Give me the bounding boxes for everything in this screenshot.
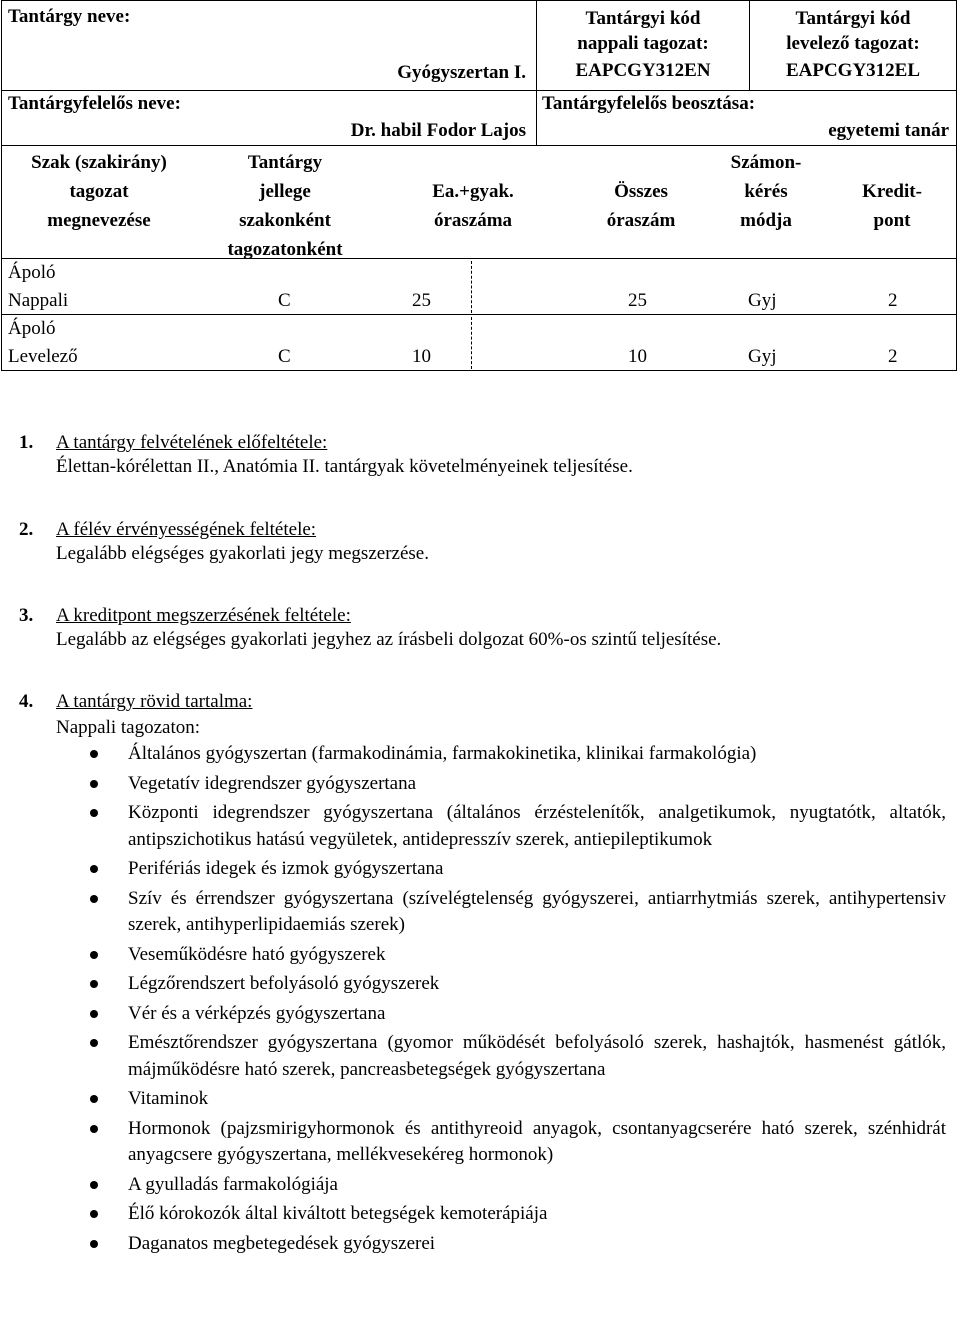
position-label: Tantárgyfelelős beosztása: [542, 93, 756, 114]
section-title: A félév érvényességének feltétele: [56, 519, 317, 540]
list-item [56, 1201, 946, 1228]
bullet-icon [90, 895, 98, 903]
list-item [56, 1001, 946, 1028]
list-item [56, 1116, 946, 1169]
list-item-text: Daganatos megbetegedések gyógyszerei [128, 1232, 436, 1254]
col-exam-header: Számon- kérés módja [730, 152, 802, 231]
code-correspondence-label: Tantárgyi kód levelező tagozat: [786, 8, 920, 54]
bullet-icon [90, 1181, 98, 1189]
row-type: C [278, 346, 291, 367]
col-hours-header: Ea.+gyak. óraszáma [432, 181, 514, 231]
list-item [56, 886, 946, 939]
section-credit [19, 604, 939, 652]
row-type: C [278, 290, 291, 311]
row-credit: 2 [888, 346, 898, 367]
list-item [56, 1030, 946, 1083]
table-row [1, 314, 957, 371]
list-item [56, 800, 946, 853]
list-item-text: Légzőrendszert befolyásoló gyógyszerek [128, 973, 440, 994]
col-total-header: Összes óraszám [606, 181, 676, 231]
row-credit: 2 [888, 290, 898, 311]
subject-name: Gyógyszertan I. [397, 62, 526, 83]
responsible-cell [1, 90, 537, 146]
row-program: Ápoló [8, 262, 56, 283]
bullet-icon [90, 865, 98, 873]
row-hours: 25 [412, 290, 431, 311]
col-type-header: Tantárgy jellege szakonként tagozatonként [227, 152, 343, 260]
col-credit-header: Kredit- pont [862, 181, 922, 231]
bullet-icon [90, 750, 98, 758]
section-content [19, 690, 939, 740]
row-program: Ápoló [8, 318, 56, 339]
list-item-text: Vegetatív idegrendszer gyógyszertana [128, 772, 417, 794]
section-validity [19, 518, 939, 566]
subject-name-label: Tantárgy neve: [8, 6, 131, 27]
content-list [56, 741, 946, 1260]
list-item [56, 1086, 946, 1113]
row-mode: Nappali [8, 290, 69, 311]
code-day: EAPCGY312EN [575, 60, 711, 81]
section-number: 2. [19, 519, 34, 540]
bullet-icon [90, 1039, 98, 1047]
responsible-name: Dr. habil Fodor Lajos [350, 120, 526, 141]
list-item-text: A gyulladás farmakológiája [128, 1173, 338, 1195]
row-hours: 10 [412, 346, 431, 367]
position-cell [536, 90, 957, 146]
code-day-cell [536, 0, 750, 91]
list-item-text: Vér és a vérképzés gyógyszertana [128, 1002, 386, 1024]
row-divider [471, 317, 472, 369]
section-title: A tantárgy rövid tartalma: [56, 691, 253, 712]
section-number: 4. [19, 691, 34, 712]
list-item-text: Veseműködésre ható gyógyszerek [128, 943, 386, 965]
code-correspondence: EAPCGY312EL [785, 60, 921, 81]
bullet-icon [90, 780, 98, 788]
code-correspondence-cell [749, 0, 957, 91]
list-item [56, 741, 946, 768]
course-info-table [1, 0, 957, 371]
bullet-icon [90, 809, 98, 817]
row-exam: Gyj [748, 346, 777, 367]
list-item [56, 971, 946, 998]
bullet-icon [90, 1010, 98, 1018]
list-item [56, 771, 946, 798]
section-body: Élettan-kórélettan II., Anatómia II. tantárgyak követelményeinek teljesítése. [56, 456, 633, 477]
list-item-text: Vitaminok [128, 1088, 209, 1109]
list-item-text: Szív és érrendszer gyógyszertana (szívelégtelenség gyógyszerei, antiarrhytmiás szerek, antihypertensiv szerek, antihyperlipidaemiás szerek) [128, 887, 946, 935]
bullet-icon [90, 1210, 98, 1218]
list-item [56, 856, 946, 883]
row-divider [471, 261, 472, 313]
col-program-header: Szak (szakirány) tagozat megnevezése [31, 152, 167, 231]
list-item-text: Emésztőrendszer gyógyszertana (gyomor működését befolyásoló szerek, hashajtók, hasmenést gátlók, májműködésre ható szerek, pancreasbetegségek gyógyszertana [128, 1032, 946, 1080]
section-body: Legalább az elégséges gyakorlati jegyhez az írásbeli dolgozat 60%-os szintű teljesítése. [56, 629, 722, 650]
bullet-icon [90, 1240, 98, 1248]
bullet-icon [90, 1125, 98, 1133]
code-day-label: Tantárgyi kód nappali tagozat: [577, 8, 709, 54]
section-title: A kreditpont megszerzésének feltétele: [56, 605, 351, 626]
responsible-label: Tantárgyfelelős neve: [8, 93, 181, 114]
section-body: Legalább elégséges gyakorlati jegy megszerzése. [56, 543, 429, 564]
row-total: 10 [628, 346, 647, 367]
list-item-text: Perifériás idegek és izmok gyógyszertana [128, 858, 444, 879]
table-row [1, 258, 957, 315]
section-prerequisite [19, 431, 939, 479]
list-item [56, 942, 946, 969]
list-item-text: Hormonok (pajzsmirigyhormonok és antithyreoid anyagok, csontanyagcserére ható szerek, szénhidrát anyagcsere gyógyszertana, mellékvesekéreg hormonok) [128, 1117, 946, 1165]
position-value: egyetemi tanár [828, 120, 949, 141]
row-total: 25 [628, 290, 647, 311]
list-item-text: Központi idegrendszer gyógyszertana (általános érzéstelenítők, analgetikumok, nyugtatótk, altatók, antipszichotikus hatású vegyületek, antidepresszív szerek, antiepileptikumok [128, 802, 946, 850]
list-item-text: Élő kórokozók által kiváltott betegségek kemoterápiája [128, 1203, 548, 1224]
row-mode: Levelező [8, 346, 78, 367]
section-title: A tantárgy felvételének előfeltétele: [56, 432, 328, 453]
list-item-text: Általános gyógyszertan (farmakodinámia, farmakokinetika, klinikai farmakológia) [128, 743, 757, 764]
list-item [56, 1172, 946, 1199]
section-number: 1. [19, 432, 34, 453]
bullet-icon [90, 951, 98, 959]
content-subtitle: Nappali tagozaton: [56, 717, 201, 738]
section-number: 3. [19, 605, 34, 626]
row-exam: Gyj [748, 290, 777, 311]
bullet-icon [90, 980, 98, 988]
list-item [56, 1231, 946, 1258]
subject-name-cell [1, 0, 537, 91]
bullet-icon [90, 1095, 98, 1103]
